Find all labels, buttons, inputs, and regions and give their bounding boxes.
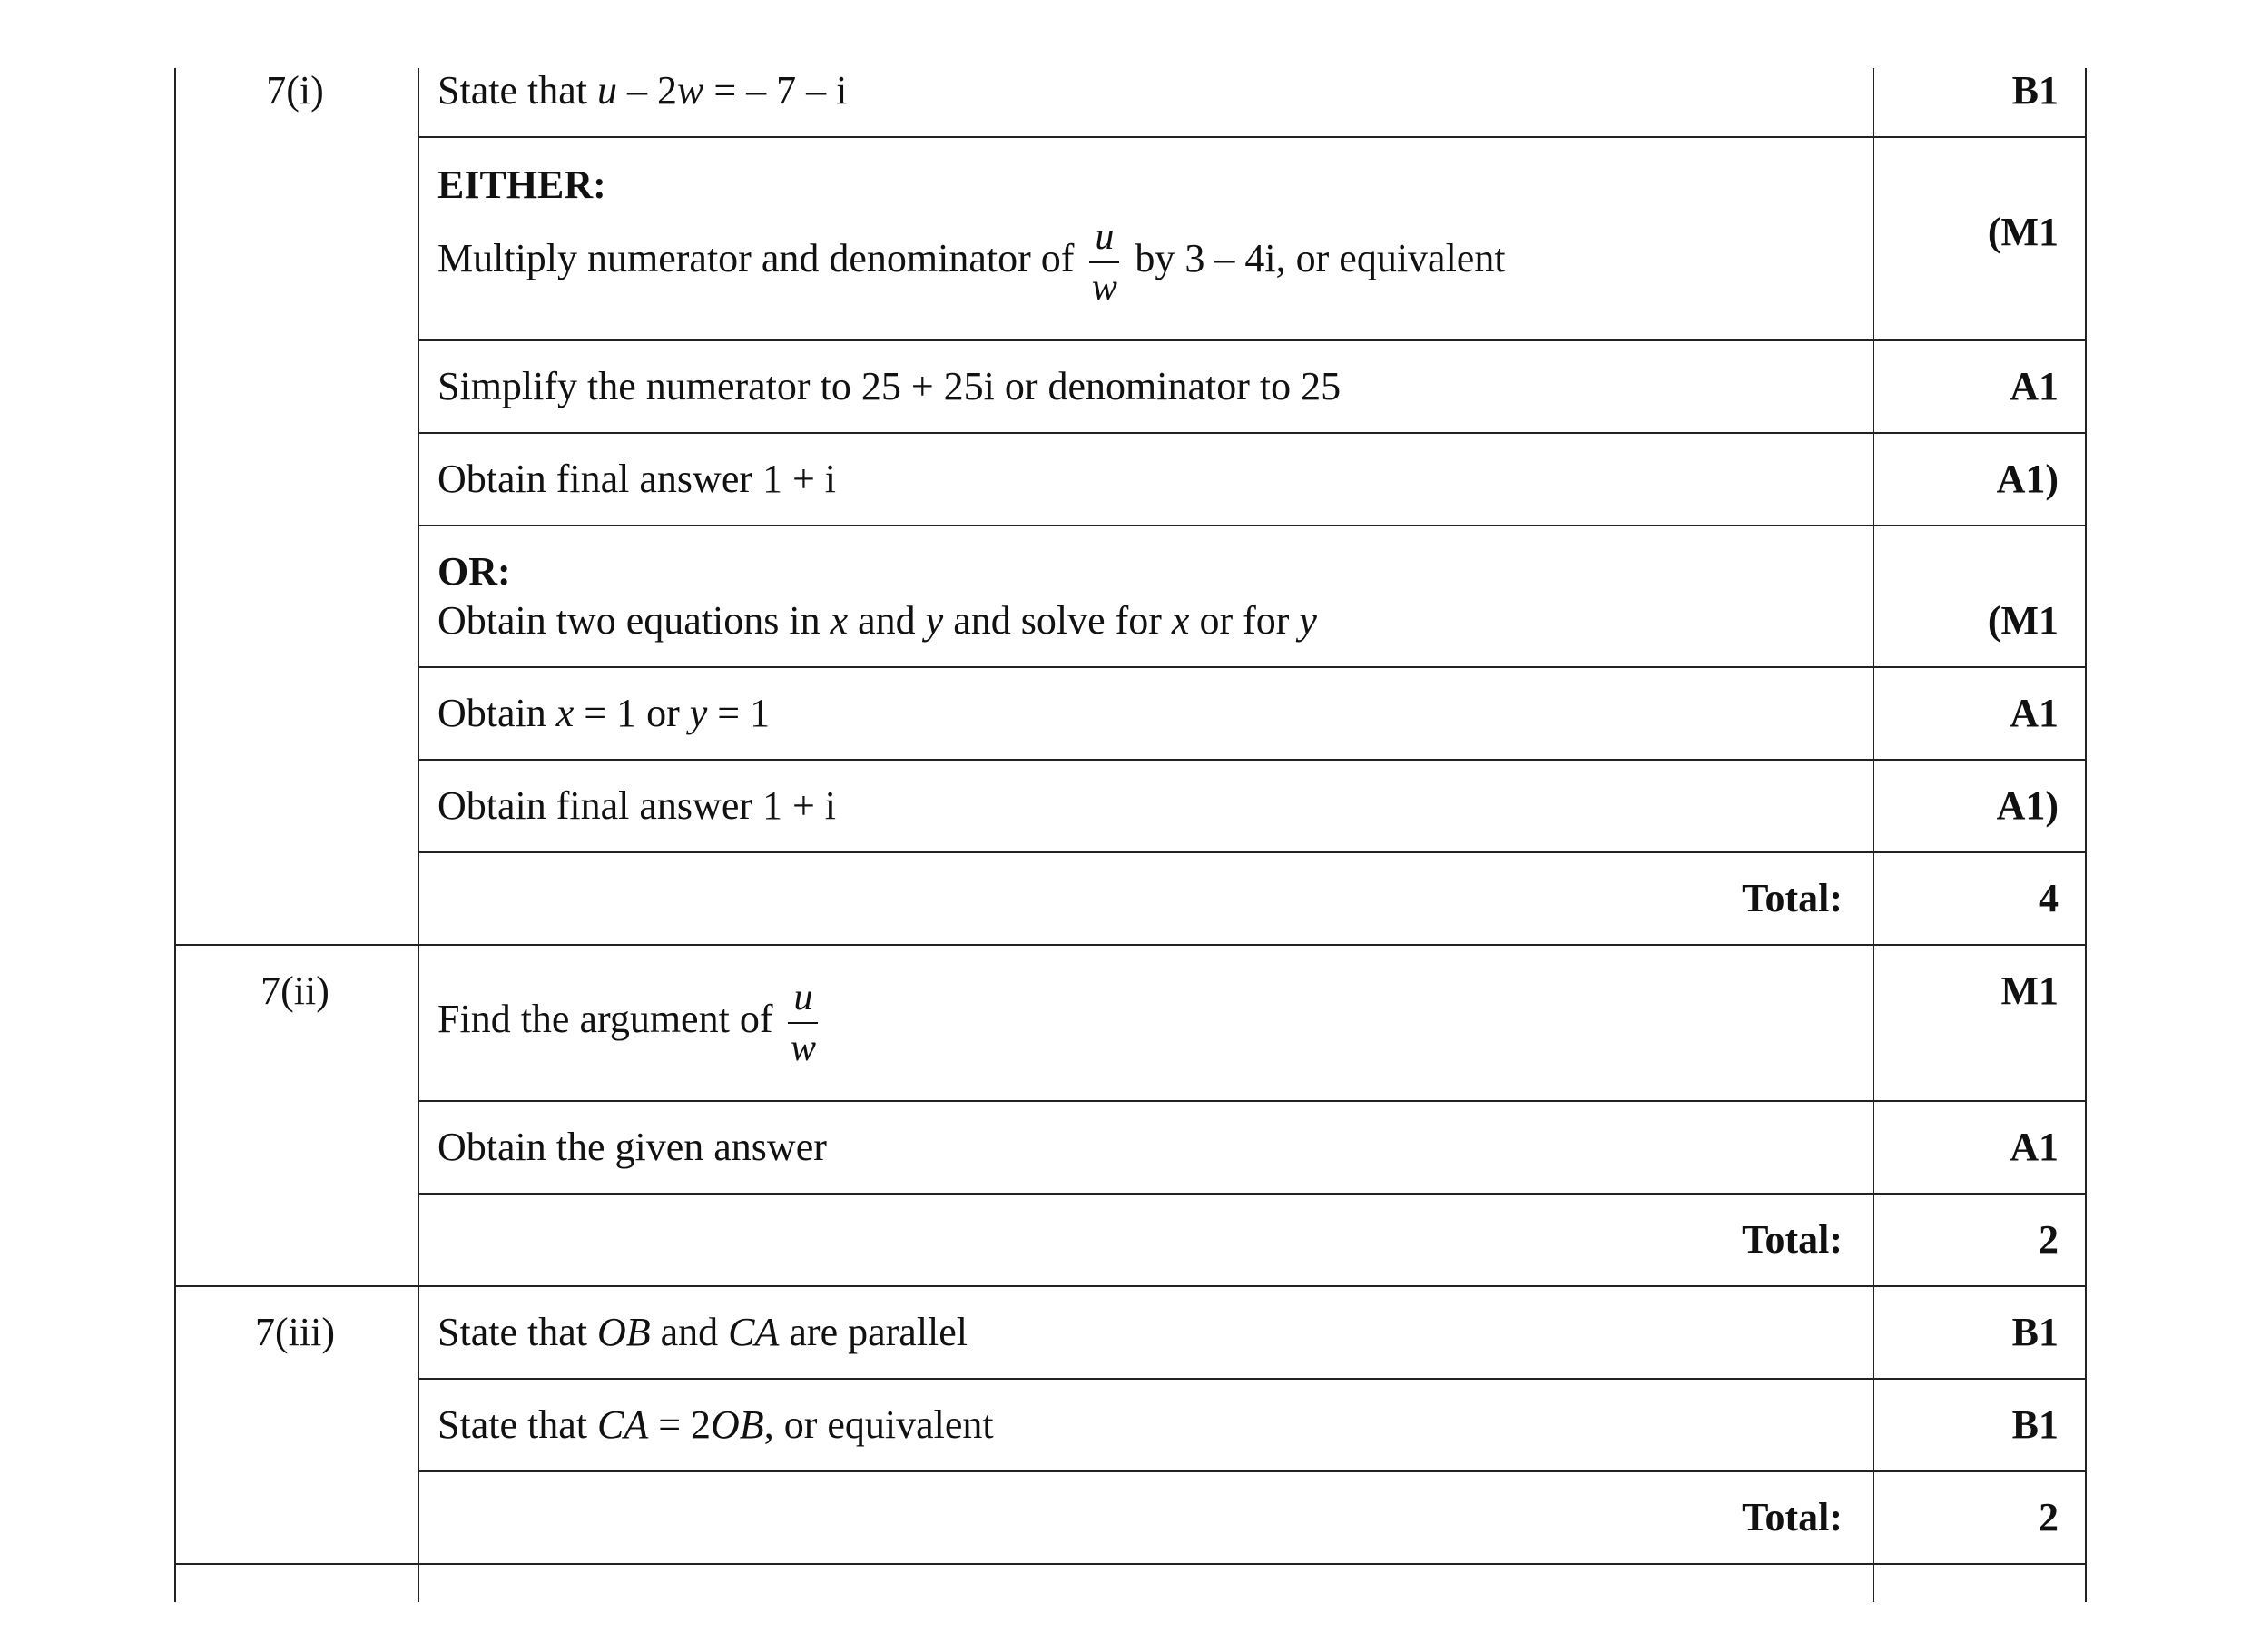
- question-number: 7(iii): [255, 1310, 335, 1354]
- total-value: 2: [2039, 1217, 2059, 1262]
- answer-text-part: by 3 – 4i, or equivalent: [1135, 236, 1506, 281]
- column-line-question: [418, 68, 419, 1602]
- answer-text-part: Multiply numerator and denominator of: [437, 236, 1075, 281]
- question-number: 7(i): [266, 68, 324, 113]
- answer-text: Obtain the given answer: [437, 1125, 827, 1169]
- variable: x: [830, 598, 849, 643]
- mark: A1): [1996, 457, 2059, 501]
- answer-text: Obtain final answer 1 + i: [437, 457, 837, 501]
- fraction: [1089, 218, 1119, 307]
- row-divider: [418, 1100, 2087, 1102]
- variable: x: [555, 691, 575, 735]
- variable: CA: [596, 1402, 649, 1447]
- variable: OB: [711, 1402, 764, 1447]
- answer-text-part: State that: [437, 68, 597, 113]
- answer-text-part: = 1: [707, 691, 771, 735]
- row-divider: [418, 525, 2087, 526]
- row-divider: [418, 339, 2087, 341]
- row-divider: [418, 136, 2087, 138]
- mark: A1: [2010, 1125, 2059, 1169]
- row-divider: [418, 1378, 2087, 1380]
- column-line-right: [2085, 68, 2087, 1602]
- fraction-denominator: w: [790, 1028, 816, 1069]
- mark: B1: [2011, 1310, 2059, 1354]
- answer-text-part: are parallel: [779, 1310, 968, 1354]
- answer-text: [437, 67, 847, 115]
- total-label: Total:: [1742, 1217, 1843, 1262]
- answer-text-part: and: [650, 1310, 729, 1354]
- row-divider: [418, 432, 2087, 434]
- answer-text-part: State that: [437, 1310, 597, 1354]
- variable: x: [1171, 598, 1190, 643]
- answer-text: [437, 1309, 968, 1357]
- variable: w: [676, 68, 704, 113]
- total-value: 4: [2039, 876, 2059, 920]
- question-divider: [174, 1285, 2087, 1287]
- answer-text: Simplify the numerator to 25 + 25i or denominator to 25: [437, 364, 1342, 408]
- question-divider: [174, 944, 2087, 946]
- answer-text-part: Find the argument of: [437, 997, 773, 1042]
- row-divider: [418, 666, 2087, 668]
- column-line-answer: [1873, 68, 1874, 1602]
- column-line-left: [174, 68, 176, 1602]
- answer-text: Obtain final answer 1 + i: [437, 783, 837, 828]
- mark: M1: [2000, 969, 2059, 1013]
- answer-text-part: = – 7 – i: [703, 68, 848, 113]
- answer-text-part: = 2: [648, 1402, 712, 1447]
- mark: B1: [2011, 68, 2059, 113]
- answer-text: [437, 1401, 994, 1450]
- either-heading: EITHER:: [437, 162, 606, 207]
- answer-text-part: and solve for: [943, 598, 1172, 643]
- variable: y: [1299, 598, 1317, 643]
- row-divider: [418, 759, 2087, 761]
- mark: (M1: [1987, 598, 2059, 643]
- answer-text-part: and: [848, 598, 926, 643]
- answer-text-part: or for: [1189, 598, 1300, 643]
- answer-text: [437, 690, 770, 738]
- mark: A1: [2010, 691, 2059, 735]
- total-value: 2: [2039, 1495, 2059, 1539]
- answer-text-part: State that: [437, 1402, 597, 1447]
- mark: B1: [2011, 1402, 2059, 1447]
- or-heading: OR:: [437, 549, 511, 594]
- answer-text: [437, 978, 823, 1067]
- row-divider: [418, 1470, 2087, 1472]
- answer-text-part: Obtain: [437, 691, 556, 735]
- question-divider: [174, 1563, 2087, 1565]
- variable: OB: [596, 1310, 651, 1354]
- variable: y: [925, 598, 944, 643]
- total-label: Total:: [1742, 876, 1843, 920]
- variable: CA: [728, 1310, 780, 1354]
- fraction-numerator: u: [788, 978, 818, 1024]
- mark: A1): [1996, 783, 2059, 828]
- answer-text-part: , or equivalent: [763, 1402, 994, 1447]
- question-number: 7(ii): [260, 969, 329, 1013]
- answer-text-part: Obtain two equations in: [437, 598, 831, 643]
- variable: y: [689, 691, 708, 735]
- row-divider: [418, 851, 2087, 853]
- fraction-numerator: u: [1089, 218, 1119, 263]
- mark: A1: [2010, 364, 2059, 408]
- row-divider: [418, 1193, 2087, 1195]
- fraction: [788, 978, 818, 1067]
- total-label: Total:: [1742, 1495, 1843, 1539]
- variable: u: [596, 68, 617, 113]
- answer-text: [437, 597, 1317, 645]
- fraction-denominator: w: [1091, 267, 1117, 309]
- answer-text-part: = 1 or: [574, 691, 690, 735]
- answer-text: [437, 218, 1506, 307]
- answer-text-part: – 2: [616, 68, 677, 113]
- mark: (M1: [1987, 210, 2059, 254]
